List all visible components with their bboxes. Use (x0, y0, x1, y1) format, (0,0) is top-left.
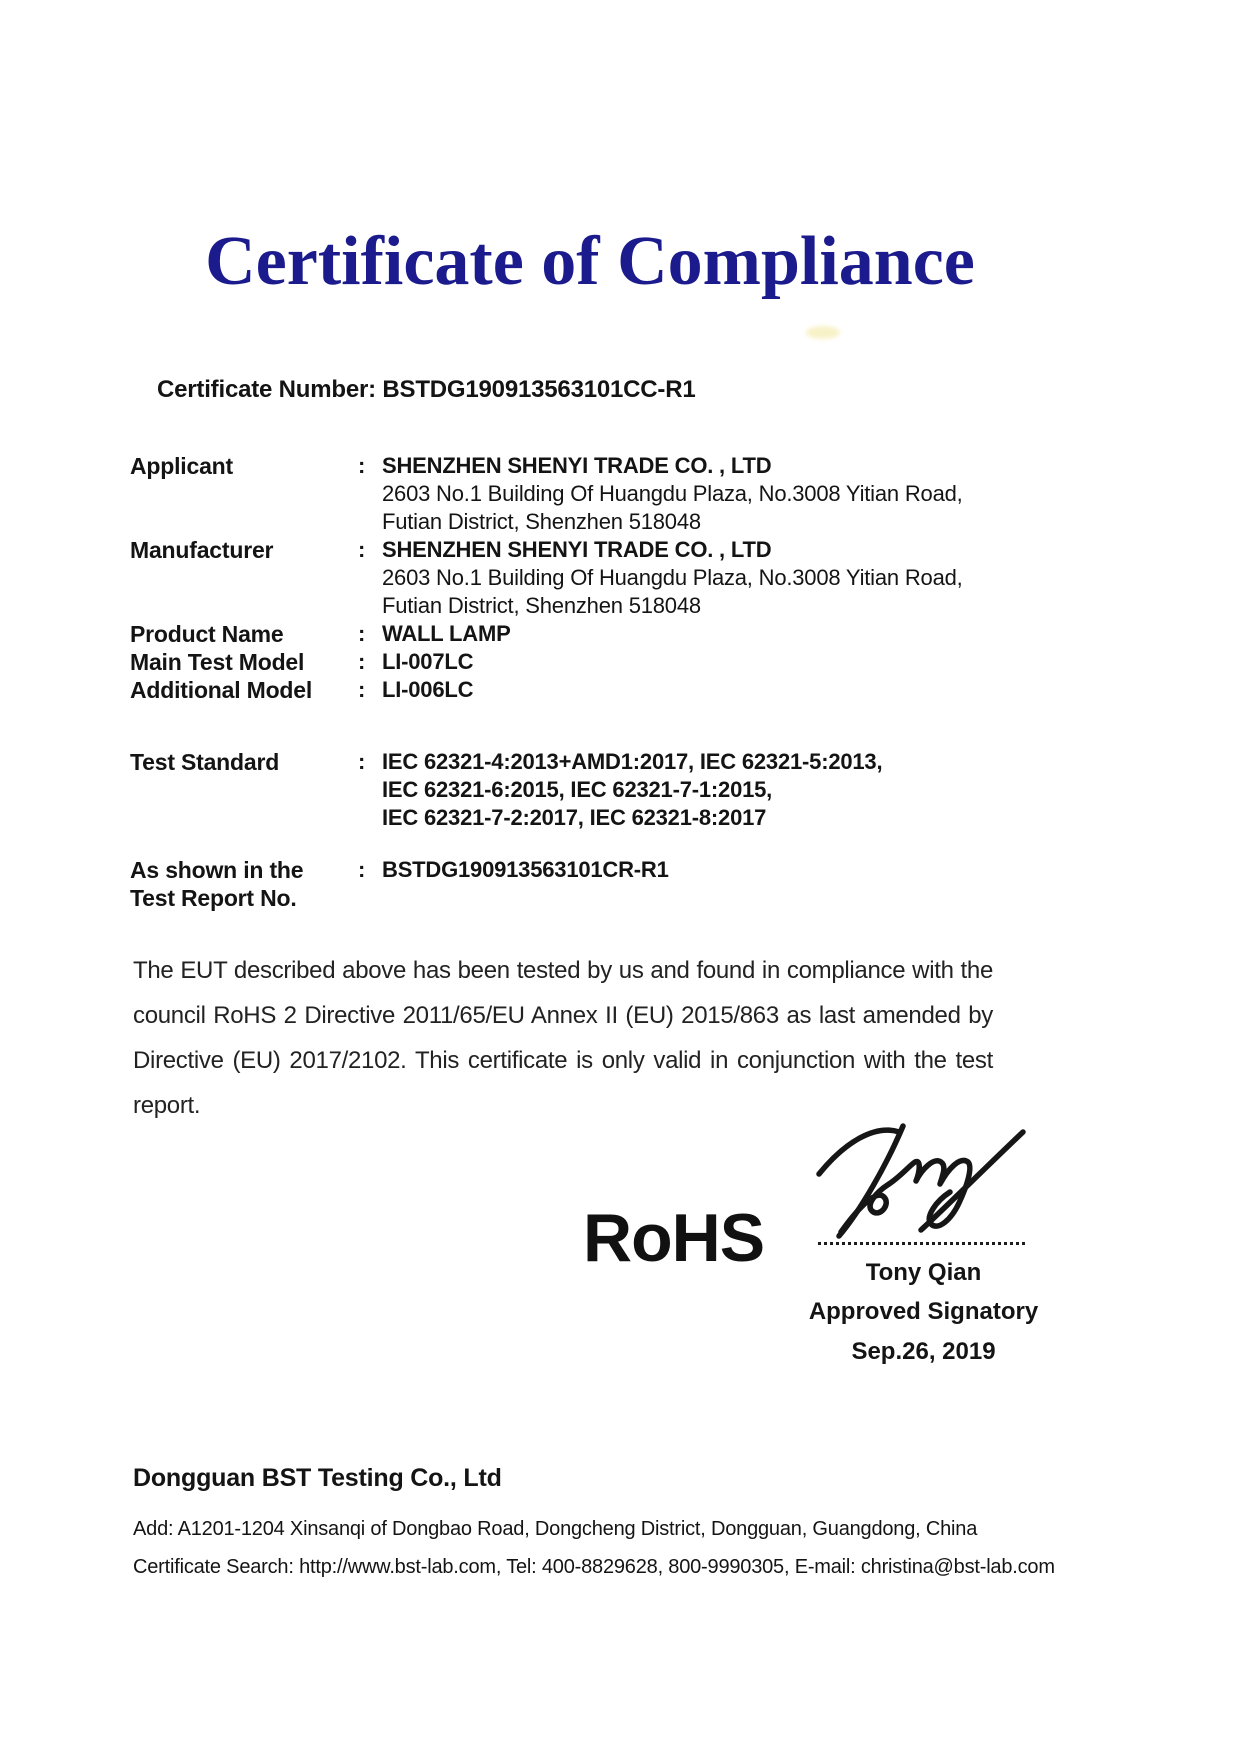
field-label: Main Test Model (130, 649, 305, 675)
signature-block (806, 1098, 1041, 1366)
field-label: As shown in the Test Report No. (130, 857, 304, 911)
field-row-main-test-model (130, 648, 1030, 676)
test-report-number-value: BSTDG190913563101CR-R1 (382, 857, 669, 882)
signature-dotted-line (818, 1242, 1025, 1245)
field-label: Test Standard (130, 749, 280, 775)
field-label: Manufacturer (130, 537, 274, 563)
product-name-value: WALL LAMP (382, 621, 511, 646)
field-row-test-report (130, 856, 1030, 912)
applicant-address-line2: Futian District, Shenzhen 518048 (382, 509, 701, 534)
manufacturer-address-line2: Futian District, Shenzhen 518048 (382, 593, 701, 618)
test-standard-line3: IEC 62321-7-2:2017, IEC 62321-8:2017 (382, 805, 767, 830)
certificate-number-label: Certificate Number: (157, 376, 376, 403)
manufacturer-name: SHENZHEN SHENYI TRADE CO. , LTD (382, 537, 772, 562)
applicant-address-line1: 2603 No.1 Building Of Huangdu Plaza, No.3008 Yitian Road, (382, 481, 963, 506)
compliance-statement: The EUT described above has been tested by us and found in compliance with the council RoHS 2 Directive 2011/65/EU Annex II (EU) 2015/863 as last amended by Directive (EU) 2017/2102. This certificate is only valid in conjunction with the test report. (133, 957, 993, 1119)
field-row-product-name (130, 620, 1030, 648)
manufacturer-address-line1: 2603 No.1 Building Of Huangdu Plaza, No.3008 Yitian Road, (382, 565, 963, 590)
field-colon: : (358, 649, 366, 674)
issuer-address: Add: A1201-1204 Xinsanqi of Dongbao Road, Dongcheng District, Dongguan, Guangdong, China (133, 1518, 978, 1540)
certificate-title: Certificate of Compliance (205, 223, 975, 300)
field-row-manufacturer (130, 536, 1030, 620)
certificate-fields (130, 452, 1030, 912)
rohs-mark: RoHS (583, 1200, 765, 1276)
signature-handwriting (809, 1098, 1039, 1240)
certificate-number-value: BSTDG190913563101CC-R1 (382, 376, 696, 403)
certificate-number-line (157, 376, 696, 404)
test-standard-line2: IEC 62321-6:2015, IEC 62321-7-1:2015, (382, 777, 773, 802)
field-colon: : (358, 749, 366, 774)
field-label: Additional Model (130, 677, 313, 703)
test-standard-line1: IEC 62321-4:2013+AMD1:2017, IEC 62321-5:2013, (382, 749, 883, 774)
field-colon: : (358, 537, 366, 562)
field-row-additional-model (130, 676, 1030, 704)
field-label: Applicant (130, 453, 233, 479)
paper-stain (806, 326, 840, 339)
field-colon: : (358, 677, 366, 702)
field-colon: : (358, 857, 366, 882)
issuer-company-name: Dongguan BST Testing Co., Ltd (133, 1464, 502, 1492)
applicant-name: SHENZHEN SHENYI TRADE CO. , LTD (382, 453, 772, 478)
signature-date: Sep.26, 2019 (851, 1338, 996, 1365)
field-row-test-standard (130, 748, 1030, 832)
signer-title: Approved Signatory (808, 1298, 1039, 1325)
signer-name: Tony Qian (865, 1259, 982, 1286)
certificate-search-line: Certificate Search: http://www.bst-lab.com, Tel: 400-8829628, 800-9990305, E-mail: christina@bst-lab.com (133, 1556, 1055, 1578)
additional-model-value: LI-006LC (382, 677, 474, 702)
field-value (382, 536, 1030, 620)
field-label: Product Name (130, 621, 284, 647)
test-standard-value (382, 748, 1030, 832)
field-value (382, 452, 1030, 536)
field-colon: : (358, 453, 366, 478)
field-colon: : (358, 621, 366, 646)
field-row-applicant (130, 452, 1030, 536)
main-test-model-value: LI-007LC (382, 649, 474, 674)
